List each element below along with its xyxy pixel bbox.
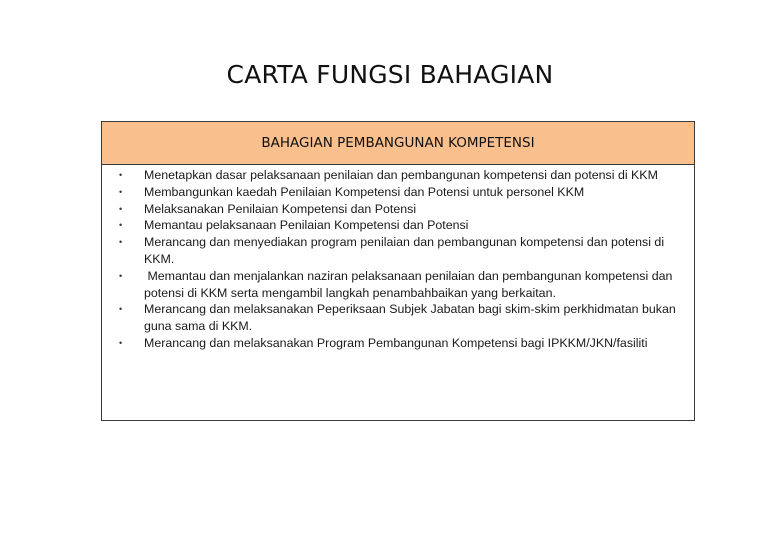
bullet-icon: •	[119, 220, 123, 231]
bullet-icon: •	[119, 337, 123, 348]
list-item-text: Merancang dan melaksanakan Program Pembangunan Kompetensi bagi IPKKM/JKN/fasiliti	[144, 335, 648, 350]
list-item	[102, 335, 694, 352]
function-chart-box	[101, 121, 695, 421]
function-list	[102, 167, 694, 352]
list-item	[102, 184, 694, 201]
list-item	[102, 217, 694, 234]
bullet-icon: •	[119, 270, 123, 281]
section-header: BAHAGIAN PEMBANGUNAN KOMPETENSI	[102, 122, 694, 165]
list-item	[102, 167, 694, 184]
bullet-icon: •	[119, 304, 123, 315]
list-item-text: Melaksanakan Penilaian Kompetensi dan Potensi	[144, 201, 417, 216]
bullet-icon: •	[119, 170, 123, 180]
list-item-text: Merancang dan menyediakan program penilaian dan pembangunan kompetensi dan potensi di KKM.	[144, 235, 665, 266]
list-item-text: Memantau pelaksanaan Penilaian Kompetensi dan Potensi	[144, 218, 469, 233]
list-item-text: Membangunkan kaedah Penilaian Kompetensi dan Potensi untuk personel KKM	[144, 184, 585, 199]
bullet-icon: •	[119, 186, 123, 197]
bullet-icon: •	[119, 237, 123, 248]
page-title: CARTA FUNGSI BAHAGIAN	[226, 60, 554, 89]
list-item-text: Menetapkan dasar pelaksanaan penilaian dan pembangunan kompetensi dan potensi di KKM	[144, 168, 658, 182]
list-item	[102, 234, 694, 268]
list-item	[102, 268, 694, 302]
list-item	[102, 301, 694, 335]
list-item-text: Memantau dan menjalankan naziran pelaksanaan penilaian dan pembangunan kompetensi dan potensi di KKM serta mengambil langkah penambahbaikan yang berkaitan.	[144, 268, 676, 300]
list-item-text: Merancang dan melaksanakan Peperiksaan Subjek Jabatan bagi skim-skim perkhidmatan bukan guna sama di KKM.	[144, 302, 676, 334]
bullet-icon: •	[119, 203, 123, 214]
list-item	[102, 201, 694, 218]
